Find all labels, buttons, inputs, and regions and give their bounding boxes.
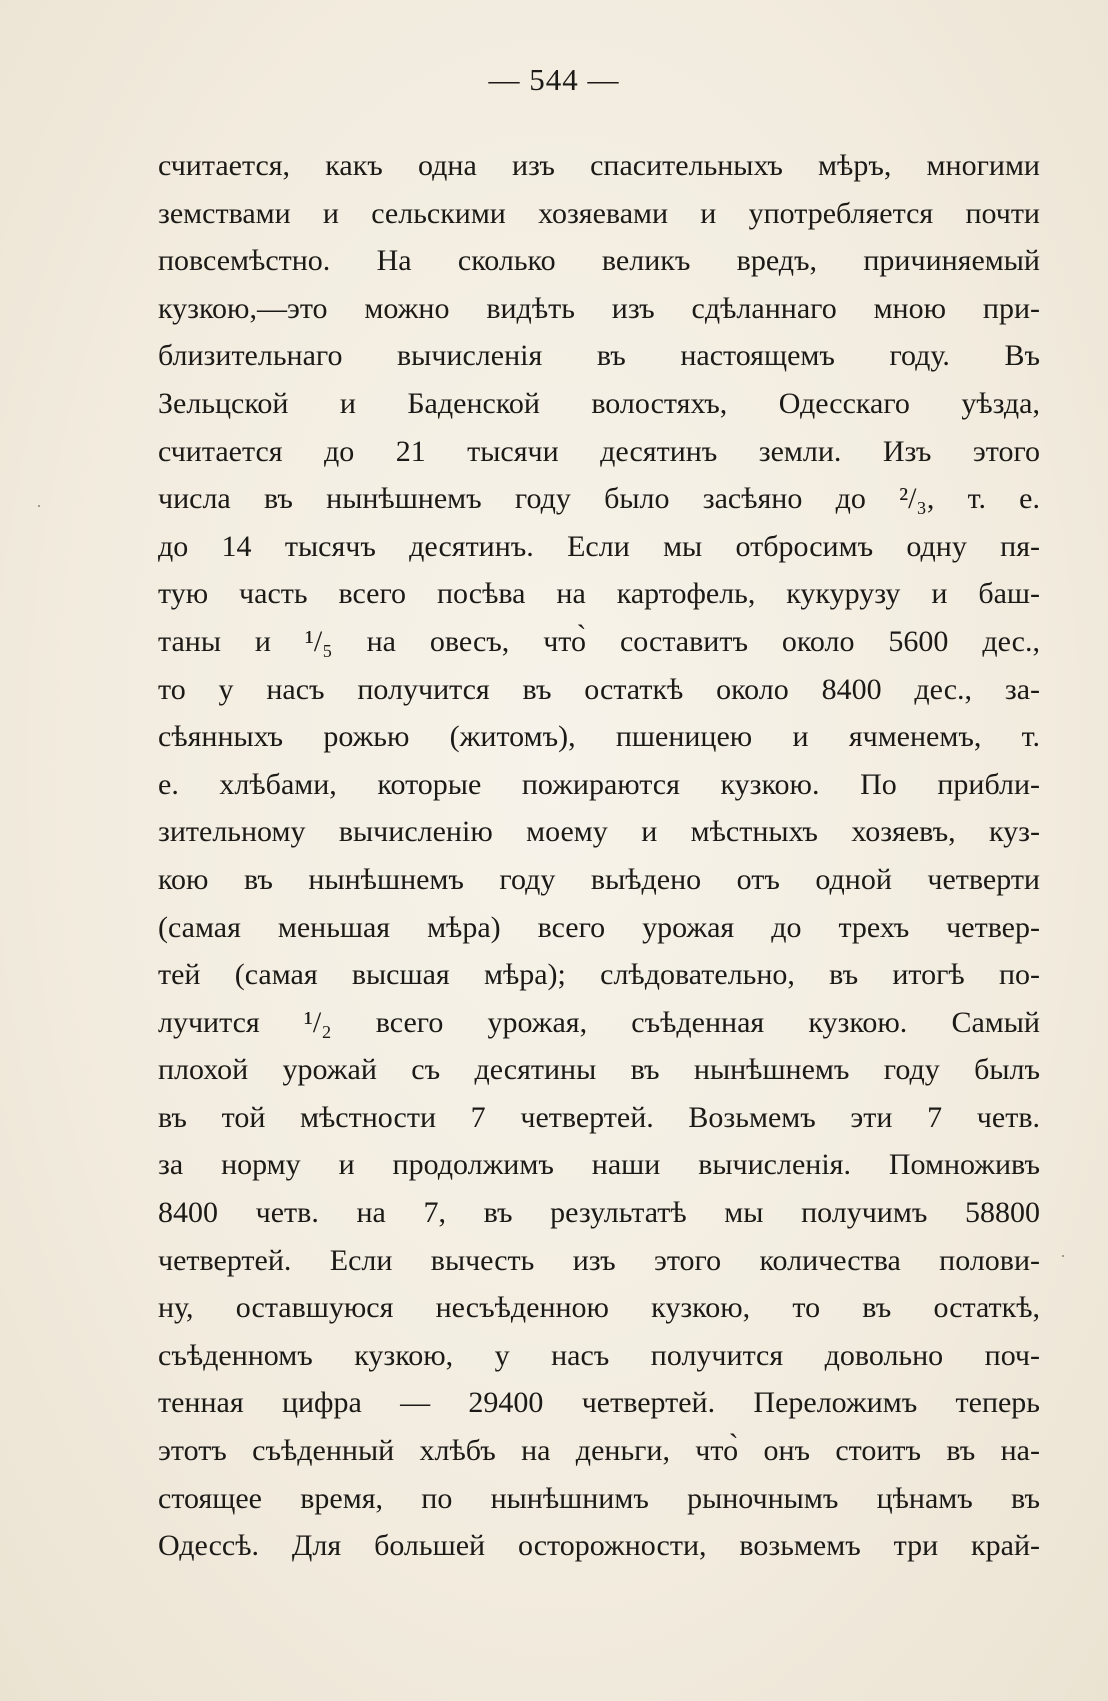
text-line: тей (самая высшая мѣра); слѣдовательно, въ итогѣ по-	[158, 958, 1040, 992]
text-line: этотъ съѣденный хлѣбъ на деньги, что̀ онъ стоитъ въ на-	[158, 1434, 1040, 1468]
text-line: таны и ¹/₅ на овесъ, что̀ составитъ около 5600 дес.,	[158, 624, 1040, 658]
text-line: считается, какъ одна изъ спасительныхъ мѣръ, многими	[158, 149, 1040, 182]
text-line: въ той мѣстности 7 четвертей. Возьмемъ эти 7 четв.	[158, 1100, 1040, 1134]
text-line: плохой урожай съ десятины въ нынѣшнемъ году былъ	[158, 1053, 1040, 1087]
text-line: ну, оставшуюся несъѣденною кузкою, то въ остаткѣ,	[158, 1291, 1040, 1325]
text-line: за норму и продолжимъ наши вычисленія. Помноживъ	[158, 1148, 1040, 1182]
text-line: тенная цифра — 29400 четвертей. Переложимъ теперь	[158, 1386, 1040, 1420]
text-line: считается до 21 тысячи десятинъ земли. Изъ этого	[158, 434, 1040, 468]
page-number: — 544 —	[488, 62, 620, 97]
text-line: лучится ¹/₂ всего урожая, съѣденная кузкою. Самый	[158, 1005, 1040, 1039]
text-line: (самая меньшая мѣра) всего урожая до трехъ четвер-	[158, 910, 1040, 944]
text-line: зительному вычисленію моему и мѣстныхъ хозяевъ, куз-	[158, 815, 1040, 849]
text-line: то у насъ получится въ остаткѣ около 8400 дес., за-	[158, 672, 1040, 706]
text-line: Зельцской и Баденской волостяхъ, Одесскаго уѣзда,	[158, 386, 1040, 420]
text-line: е. хлѣбами, которые пожираются кузкою. По прибли-	[158, 767, 1040, 801]
paper-speck	[38, 505, 40, 507]
text-line: земствами и сельскими хозяевами и употребляется почти	[158, 196, 1040, 230]
text-line: 8400 четв. на 7, въ результатѣ мы получимъ 58800	[158, 1196, 1040, 1230]
text-line: кою въ нынѣшнемъ году выѣдено отъ одной четверти	[158, 862, 1040, 896]
paper-speck	[1062, 1255, 1064, 1257]
text-line: повсемѣстно. На сколько великъ вредъ, причиняемый	[158, 244, 1040, 278]
text-line: стоящее время, по нынѣшнимъ рыночнымъ цѣнамъ въ	[158, 1481, 1040, 1515]
body-text	[158, 142, 1040, 1570]
text-line: числа въ нынѣшнемъ году было засѣяно до ²/₃, т. е.	[158, 482, 1040, 516]
text-line: до 14 тысячъ десятинъ. Если мы отбросимъ одну пя-	[158, 529, 1040, 563]
text-line: сѣянныхъ рожью (житомъ), пшеницею и ячменемъ, т.	[158, 720, 1040, 754]
text-line: кузкою,—это можно видѣть изъ сдѣланнаго мною при-	[158, 291, 1040, 325]
text-line: тую часть всего посѣва на картофель, кукурузу и баш-	[158, 577, 1040, 611]
text-line: съѣденномъ кузкою, у насъ получится довольно поч-	[158, 1338, 1040, 1372]
text-line: Одессѣ. Для большей осторожности, возьмемъ три край-	[158, 1529, 1040, 1563]
text-line: близительнаго вычисленія въ настоящемъ году. Въ	[158, 339, 1040, 373]
text-line: четвертей. Если вычесть изъ этого количества полови-	[158, 1243, 1040, 1277]
